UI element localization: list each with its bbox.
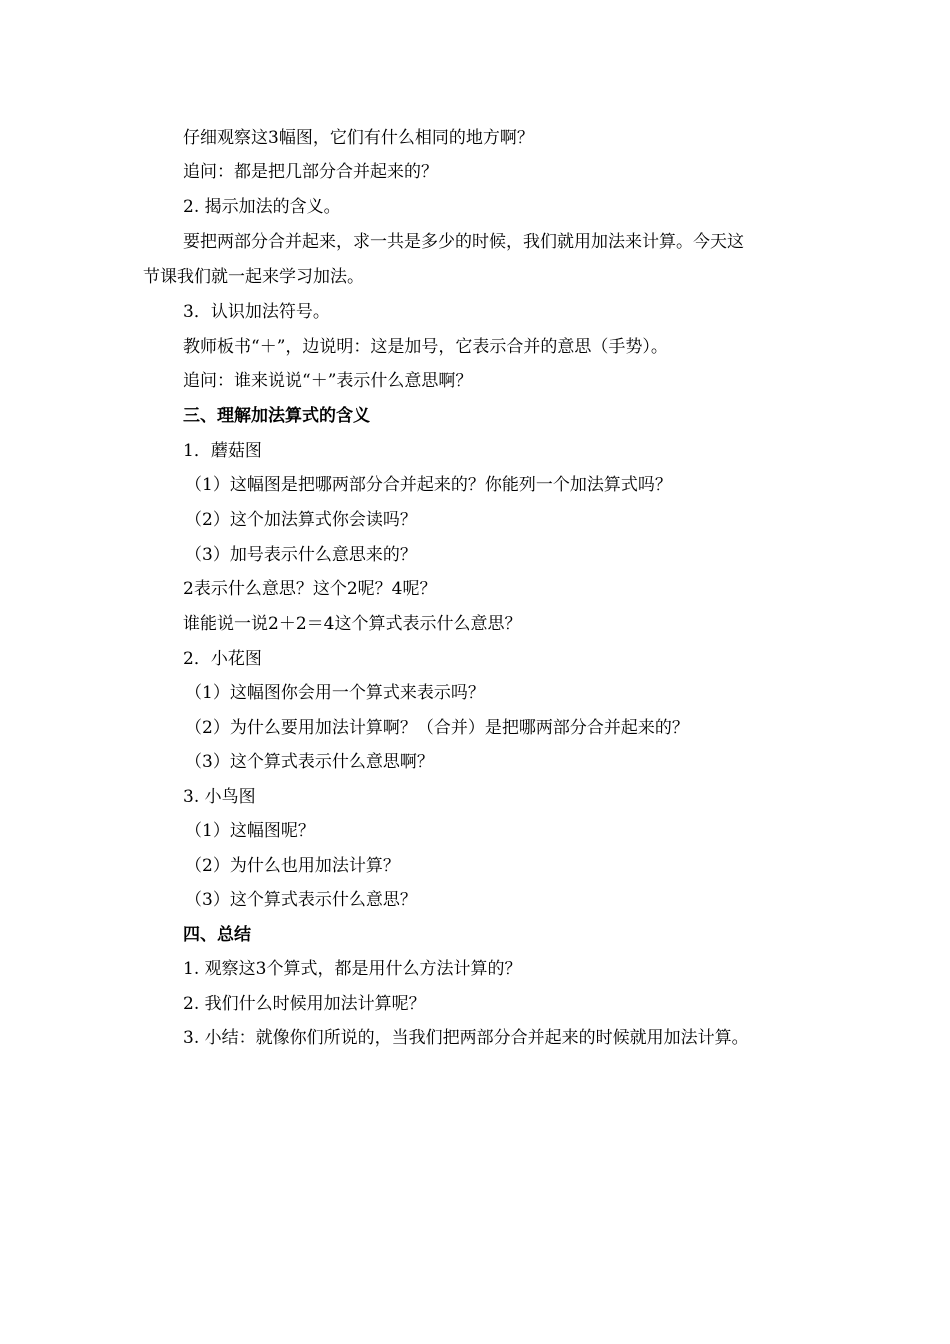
paragraph-teacher-writes-plus: 教师板书“＋”，边说明：这是加号，它表示合并的意思（手势）。 [183, 337, 668, 357]
question-mushroom-3: （3）加号表示什么意思来的？ [185, 545, 417, 565]
question-flower-2: （2）为什么要用加法计算啊？（合并）是把哪两部分合并起来的？ [185, 718, 689, 738]
question-flower-3: （3）这个算式表示什么意思啊？ [185, 752, 434, 772]
item-bird-picture: 3. 小鸟图 [183, 787, 256, 807]
paragraph-observe-three-pictures: 仔细观察这3幅图，它们有什么相同的地方啊？ [183, 128, 534, 148]
paragraph-equation-meaning: 谁能说一说2＋2＝4这个算式表示什么意思？ [183, 614, 522, 634]
paragraph-follow-up-plus-meaning: 追问：谁来说说“＋”表示什么意思啊？ [183, 371, 473, 391]
item-mushroom-picture: 1．蘑菇图 [183, 441, 262, 461]
summary-item-2: 2. 我们什么时候用加法计算呢？ [183, 994, 426, 1014]
section-heading-understand-addition: 三、理解加法算式的含义 [183, 406, 370, 426]
paragraph-addition-definition: 要把两部分合并起来，求一共是多少的时候，我们就用加法来计算。今天这 [183, 232, 744, 252]
question-bird-1: （1）这幅图呢？ [185, 821, 315, 841]
item-flower-picture: 2．小花图 [183, 649, 262, 669]
summary-item-3: 3. 小结：就像你们所说的，当我们把两部分合并起来的时候就用加法计算。 [183, 1028, 749, 1048]
question-flower-1: （1）这幅图你会用一个算式来表示吗？ [185, 683, 485, 703]
paragraph-follow-up-combine: 追问：都是把几部分合并起来的？ [183, 162, 438, 182]
question-bird-3: （3）这个算式表示什么意思？ [185, 890, 417, 910]
question-mushroom-2: （2）这个加法算式你会读吗？ [185, 510, 417, 530]
paragraph-number-meaning: 2表示什么意思？这个2呢？4呢？ [183, 579, 437, 599]
paragraph-addition-definition-continued: 节课我们就一起来学习加法。 [143, 267, 364, 287]
step-reveal-addition-meaning: 2. 揭示加法的含义。 [183, 197, 341, 217]
question-mushroom-1: （1）这幅图是把哪两部分合并起来的？你能列一个加法算式吗？ [185, 475, 672, 495]
section-heading-summary: 四、总结 [183, 925, 251, 945]
step-recognize-plus-sign: 3．认识加法符号。 [183, 302, 330, 322]
question-bird-2: （2）为什么也用加法计算？ [185, 856, 400, 876]
summary-item-1: 1. 观察这3个算式，都是用什么方法计算的？ [183, 959, 522, 979]
